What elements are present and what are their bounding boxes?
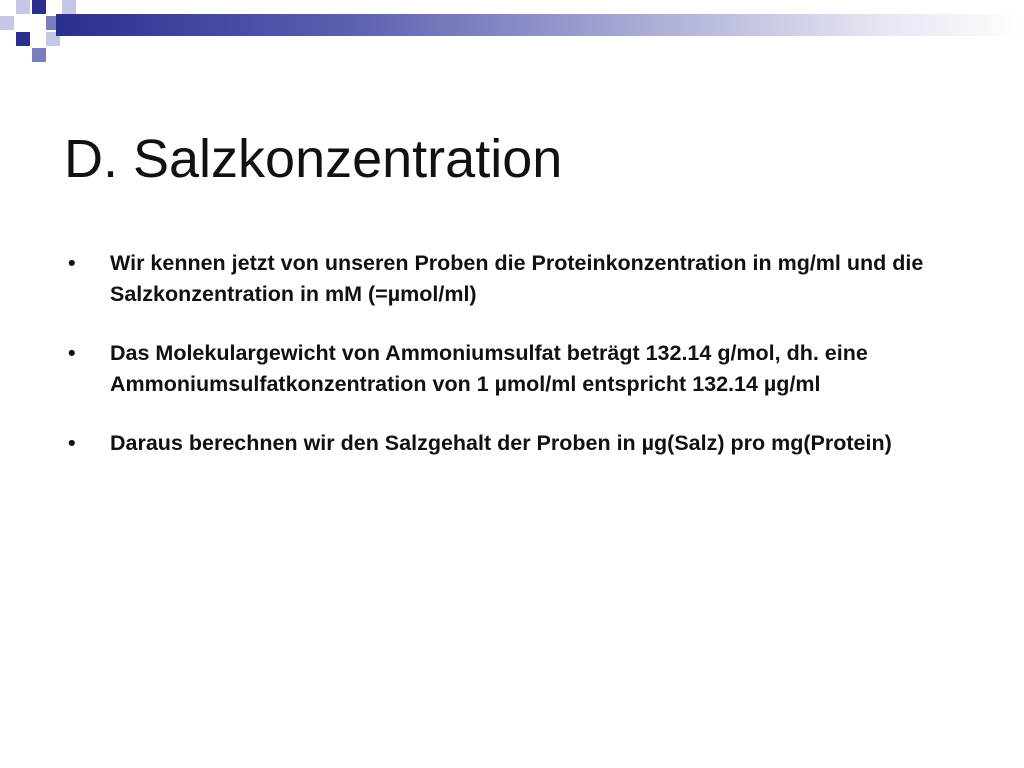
bullet-text: Das Molekulargewicht von Ammoniumsulfat beträgt 132.14 g/mol, dh. eine Ammoniumsulfatkonzentration von 1 µmol/ml entspricht 132.14 µg/ml: [110, 341, 868, 396]
bullet-dot-icon: •: [68, 431, 76, 455]
decor-square: [32, 48, 46, 62]
bullet-text: Wir kennen jetzt von unseren Proben die Proteinkonzentration in mg/ml und die Salzkonzentration in mM (=µmol/ml): [110, 251, 924, 306]
slide-title: D. Salzkonzentration: [64, 129, 563, 190]
bullet-text: Daraus berechnen wir den Salzgehalt der Proben in µg(Salz) pro mg(Protein): [110, 431, 892, 455]
header-gradient-bar: [56, 14, 1024, 36]
bullet-dot-icon: •: [68, 251, 76, 275]
bullet-item: [68, 338, 968, 400]
decor-square: [32, 0, 46, 14]
decor-square: [0, 16, 14, 30]
bullet-item: [68, 428, 968, 459]
bullet-dot-icon: •: [68, 341, 76, 365]
bullet-list: [68, 248, 968, 487]
decor-square: [62, 0, 76, 14]
decor-square: [16, 0, 30, 14]
decor-square: [16, 32, 30, 46]
bullet-item: [68, 248, 968, 310]
